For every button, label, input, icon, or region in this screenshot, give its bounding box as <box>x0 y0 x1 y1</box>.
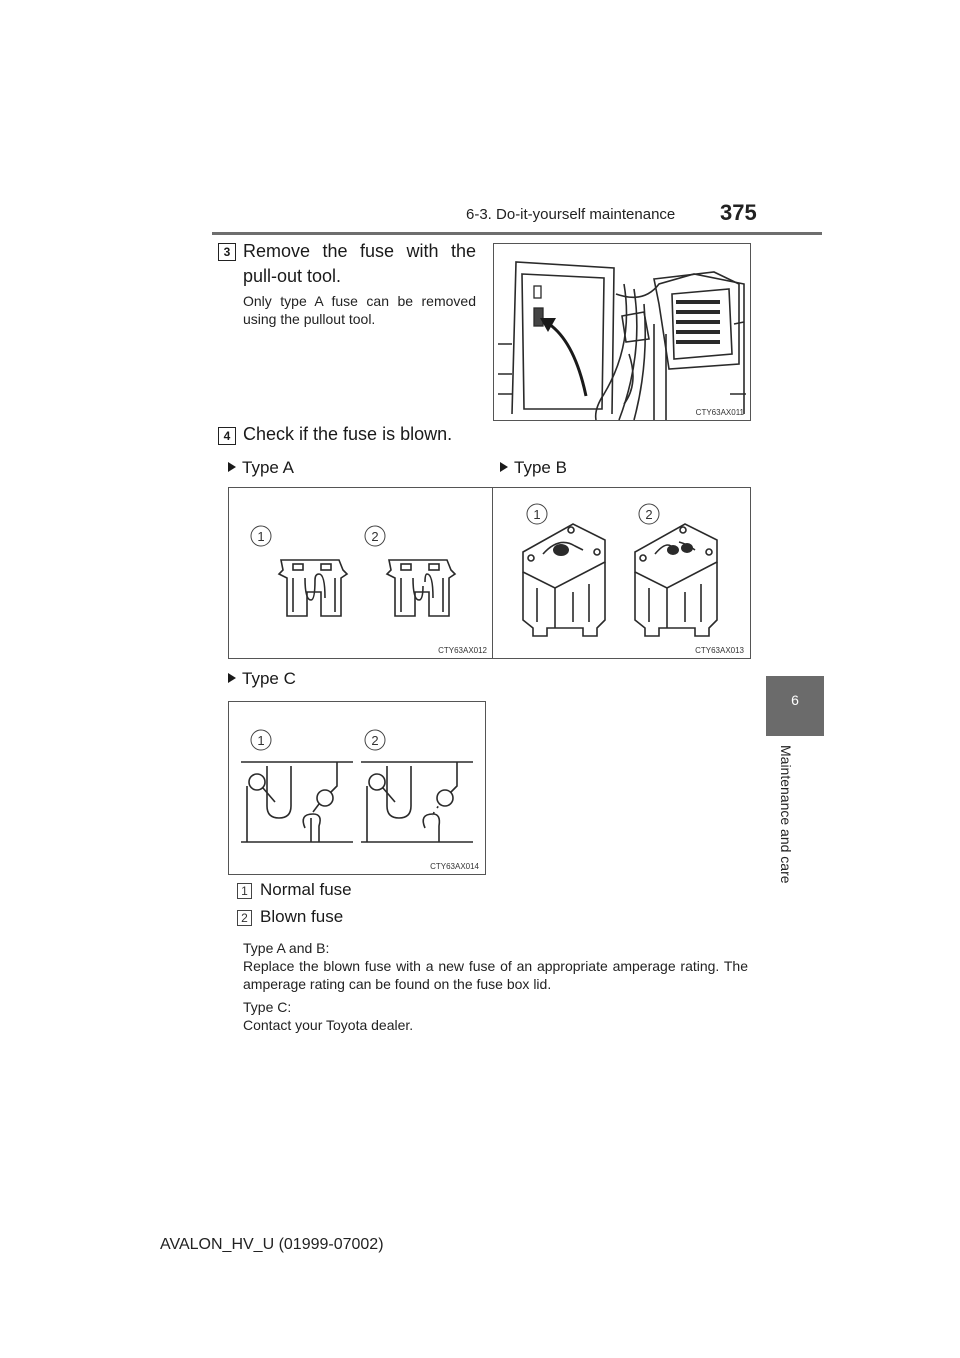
page-number: 375 <box>720 200 757 225</box>
arrow-right-icon <box>228 462 236 472</box>
type-a-figure <box>228 487 494 659</box>
callout-2: 2 <box>371 733 379 748</box>
type-b-label <box>500 458 567 478</box>
legend-blown-fuse: Blown fuse <box>260 907 344 926</box>
figure-code: CTY63AX014 <box>430 862 479 871</box>
callout-1: 1 <box>533 507 541 522</box>
footer-doc-id: AVALON_HV_U (01999-07002) <box>160 1236 384 1253</box>
note-type-ab-text: Replace the blown fuse with a new fuse of an appropriate amperage rating. The amperage rating can be found on the fuse box lid. <box>243 958 748 992</box>
step-number-3: 3 <box>218 243 236 261</box>
type-b-label-text: Type B <box>514 458 567 477</box>
type-c-figure <box>228 701 486 875</box>
type-b-figure <box>492 487 751 659</box>
figure-code: CTY63AX011 <box>695 408 744 417</box>
legend-normal-fuse: Normal fuse <box>260 880 352 899</box>
callout-2: 2 <box>371 529 379 544</box>
arrow-right-icon <box>228 673 236 683</box>
figure-code: CTY63AX013 <box>695 646 744 655</box>
step-3-text: Remove the fuse with the pull-out tool. <box>243 241 476 286</box>
type-a-fuse-illustration <box>229 488 495 660</box>
legend-number-1: 1 <box>237 883 252 899</box>
fuse-box-illustration <box>494 244 752 422</box>
type-c-label <box>228 669 296 689</box>
header-rule <box>212 232 822 235</box>
type-c-label-text: Type C <box>242 669 296 688</box>
figure-code: CTY63AX012 <box>438 646 487 655</box>
arrow-right-icon <box>500 462 508 472</box>
fuse-box-figure <box>493 243 751 421</box>
type-a-label-text: Type A <box>242 458 294 477</box>
type-a-label <box>228 458 294 478</box>
callout-1: 1 <box>257 529 265 544</box>
type-c-fuse-illustration <box>229 702 487 876</box>
note-type-ab-title: Type A and B: <box>243 940 330 956</box>
callout-2: 2 <box>645 507 653 522</box>
chapter-title: Maintenance and care <box>778 745 794 884</box>
legend-number-2: 2 <box>237 910 252 926</box>
chapter-tab <box>766 676 824 736</box>
note-type-c-text: Contact your Toyota dealer. <box>243 1017 414 1033</box>
chapter-number: 6 <box>791 692 799 708</box>
type-b-fuse-illustration <box>493 488 752 660</box>
step-number-4: 4 <box>218 427 236 445</box>
header-section-title: 6-3. Do-it-yourself maintenance <box>466 206 676 223</box>
step-3-note: Only type A fuse can be removed using the pullout tool. <box>243 293 476 327</box>
step-4-text: Check if the fuse is blown. <box>243 424 453 444</box>
callout-1: 1 <box>257 733 265 748</box>
note-type-c-title: Type C: <box>243 999 292 1015</box>
